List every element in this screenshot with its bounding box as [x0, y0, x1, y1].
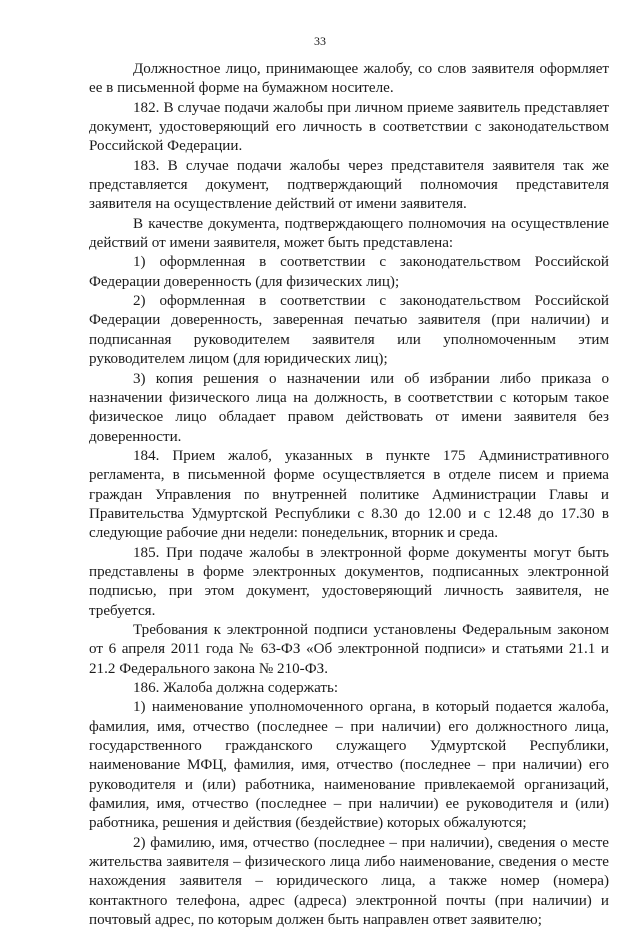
document-body [89, 60, 609, 930]
paragraph: 183. В случае подачи жалобы через представителя заявителя так же представляется документ, подтверждающий полномочия представителя заявителя на осуществление действий от имени заявителя. [89, 157, 609, 213]
paragraph: 186. Жалоба должна содержать: [133, 680, 339, 696]
paragraph: В качестве документа, подтверждающего полномочия на осуществление действий от имени заявителя, может быть представлена: [89, 215, 609, 252]
paragraph: 184. Прием жалоб, указанных в пункте 175 Административного регламента, в письменной форме осуществляется в отделе писем и приема граждан Управления по внутренней политике Администрации Главы и Правительства Удмуртской Республики с 8.30 до 12.00 и с 12.48 до 17.30 в следующие рабочие дни недели: понедельник, вторник и среда. [89, 447, 609, 542]
paragraph: Требования к электронной подписи установлены Федеральным законом от 6 апреля 2011 года № 63-ФЗ «Об электронной подписи» и статьями 21.1 и 21.2 Федерального закона № 210-ФЗ. [89, 621, 609, 677]
paragraph: Должностное лицо, принимающее жалобу, со слов заявителя оформляет ее в письменной форме на бумажном носителе. [89, 61, 609, 97]
page-number: 33 [314, 34, 326, 48]
list-item: 1) оформленная в соответствии с законодательством Российской Федерации доверенность (для физических лиц); [89, 254, 609, 290]
list-item: 1) наименование уполномоченного органа, в который подается жалоба, фамилия, имя, отчество (последнее – при наличии) его должностного лица, государственного гражданского служащего Удмуртской Республики, наименование МФЦ, фамилия, имя, отчество (последнее – при наличии) его руководителя и (или) работника, наименование привлекаемой организаций, фамилия, имя, отчество (последнее – при наличии) ее руководителя и (или) работника, решения и действия (бездействие) которых обжалуются; [89, 699, 609, 832]
paragraph: 182. В случае подачи жалобы при личном приеме заявитель представляет документ, удостоверяющий его личность в соответствии с законодательством Российской Федерации. [89, 99, 609, 155]
list-item: 2) фамилию, имя, отчество (последнее – при наличии), сведения о месте жительства заявителя – физического лица либо наименование, сведения о месте нахождения заявителя – юридического лица, а также номер (номера) контактного телефона, адрес (адреса) электронной почты (при наличии) и почтовый адрес, по которым должен быть направлен ответ заявителю; [89, 834, 609, 929]
list-item: 2) оформленная в соответствии с законодательством Российской Федерации доверенность, заверенная печатью заявителя (при наличии) и подписанная руководителем заявителя или уполномоченным этим руководителем лицом (для юридических лиц); [89, 293, 609, 368]
list-item: 3) копия решения о назначении или об избрании либо приказа о назначении физического лица на должность, в соответствии с которым такое физическое лицо обладает правом действовать от имени заявителя без доверенности. [89, 370, 609, 445]
paragraph: 185. При подаче жалобы в электронной форме документы могут быть представлены в форме электронных документов, подписанных электронной подписью, при этом документ, удостоверяющий личность заявителя, не требуется. [89, 544, 609, 619]
